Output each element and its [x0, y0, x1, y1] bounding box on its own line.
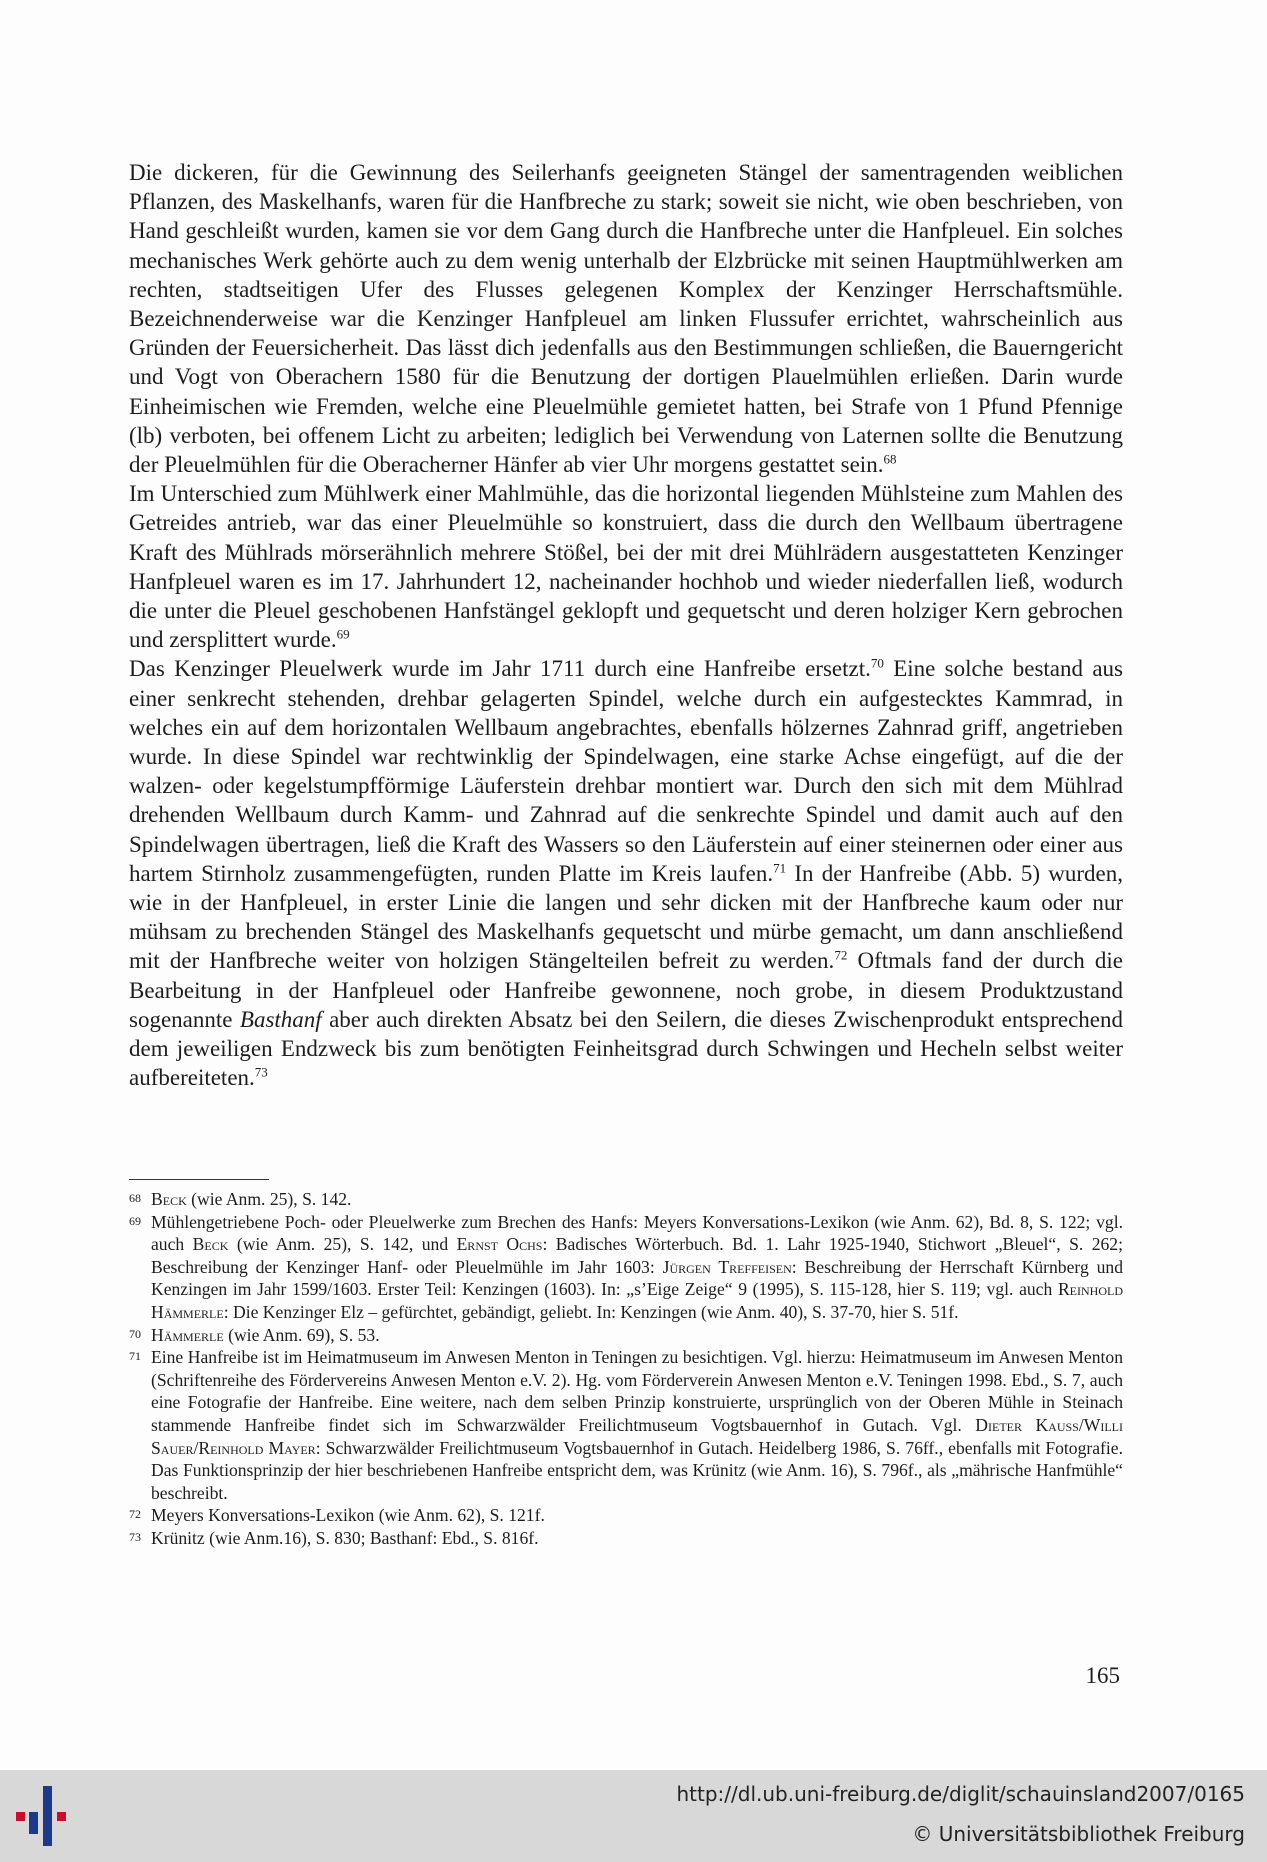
footnote-ref[interactable]: 68 [883, 451, 897, 467]
footnote-ref[interactable]: 70 [870, 655, 884, 671]
paragraph-text: aber auch direkten Absatz bei den Seilern, die dieses Zwischenprodukt entsprechend dem jeweiligen Endzweck bis zum benötigten Feinheitsgrad durch Schwingen und Hecheln selbst weiter aufbereiteten. [129, 1006, 1124, 1091]
footnote-text: : Schwarzwälder Freilichtmuseum Vogtsbauernhof in Gutach. Heidelberg 1986, S. 76ff., ebenfalls mit Fotografie. Das Funktionsprinzip der hier beschriebenen Hanfreibe entspricht dem, was Krünitz (wie Anm. 16), S. 796f., als „mährische Hanfmühle“ beschreibt. [151, 1437, 1123, 1503]
page-number: 165 [1085, 1663, 1120, 1688]
paragraph-text: Das Kenzinger Pleuelwerk wurde im Jahr 1711 durch eine Hanfreibe ersetzt. [129, 656, 871, 682]
ub-freiburg-logo-icon [16, 1786, 80, 1846]
footnote-ref[interactable]: 69 [336, 626, 350, 642]
footnote-ref[interactable]: 73 [254, 1064, 268, 1080]
paragraph [129, 654, 1123, 1092]
italic-term: Basthanf [239, 1006, 322, 1032]
paragraph-text: Oftmals fand der durch die Bearbeitung in der Hanfpleuel oder Hanfreibe gewonnene, noch grobe, in diesem Produktzustand sogenannte [129, 948, 1124, 1032]
footnote-text: : Die Kenzinger Elz – gefürchtet, gebändigt, geliebt. In: Kenzingen (wie Anm. 40), S. 37-70, hier S. 51f. [223, 1301, 959, 1322]
footnote-ref[interactable]: 72 [834, 947, 848, 963]
footnote-72 [129, 1504, 1123, 1527]
footnote-text: (wie Anm. 69), S. 53. [223, 1324, 380, 1345]
footnotes [129, 1188, 1123, 1550]
footnote-73 [129, 1527, 1123, 1550]
footnote-text: (wie Anm. 25), S. 142, und [228, 1234, 457, 1255]
footnote-number: 72 [129, 1507, 141, 1522]
footnote-number: 71 [129, 1349, 141, 1364]
footnote-number: 70 [129, 1326, 141, 1341]
paragraph-text: Im Unterschied zum Mühlwerk einer Mahlmühle, das die horizontal liegenden Mühlsteine zum Mahlen des Getreides antrieb, war das einer Pleuelmühle so konstruiert, dass die durch den Wellbaum übertragene Kraft des Mühlrads mörserähnlich mehrere Stößel, bei der mit drei Mühlrädern ausgestatteten Kenzinger Hanfpleuel waren es im 17. Jahrhundert 12, nacheinander hochhob und wieder niederfallen ließ, wodurch die unter die Pleuel geschobenen Hanfstängel geklopft und gequetscht und deren holziger Kern gebrochen und zersplittert wurde. [129, 481, 1123, 653]
footnote-71 [129, 1346, 1123, 1504]
footnote-68 [129, 1188, 1123, 1211]
footnote-number: 68 [129, 1191, 141, 1205]
author-name: Hämmerle [151, 1324, 224, 1345]
paragraph [129, 158, 1123, 479]
footer-bar [0, 1770, 1267, 1862]
author-name: Beck [192, 1234, 229, 1255]
body-text [129, 158, 1123, 1093]
paragraph-text: In der Hanfreibe (Abb. 5) wurden, wie in der Hanfpleuel, in erster Linie die langen und sehr dicken mit der Hanfbreche kaum oder nur mühsam zu brechenden Stängel des Maskelhanfs gequetscht und mürbe gemacht, um dann anschließend mit der Hanfbreche weiter von holzigen Stängelteilen befreit zu werden. [129, 860, 1123, 974]
footnote-text: : Beschreibung der Herrschaft Kürnberg und Kenzingen im Jahr 1599/1603. Erster Teil: Kenzingen (1603). In: „s’Eige Zeige“ 9 (1995), S. 115-128, hier S. 119; vgl. auch [151, 1256, 1124, 1300]
author-name: Jürgen Treffeisen [662, 1256, 792, 1277]
footer-url-link[interactable]: http://dl.ub.uni-freiburg.de/diglit/schauinsland2007/0165 [676, 1782, 1245, 1806]
footnote-number: 69 [129, 1213, 141, 1228]
footer-copyright: © Universitätsbibliothek Freiburg [912, 1822, 1245, 1846]
footnote-separator [129, 1179, 269, 1180]
footnote-text: (wie Anm. 25), S. 142. [186, 1189, 352, 1209]
footnote-text: Meyers Konversations-Lexikon (wie Anm. 62), S. 121f. [151, 1505, 545, 1526]
author-name: Reinhold Hämmerle [151, 1279, 1123, 1322]
footnote-text: : Badisches Wörterbuch. Bd. 1. Lahr 1925-1940, Stichwort „Bleuel“, S. 262; Beschreibung der Kenzinger Hanf- oder Pleuelmühle im Jahr 1603: [151, 1234, 1123, 1277]
paragraph-text: Eine solche bestand aus einer senkrecht stehenden, drehbar gelagerten Spindel, welche durch ein aufgestecktes Kammrad, in welches ein auf dem horizontalen Wellbaum angebrachtes, ebenfalls hölzernes Zahnrad griff, angetrieben wurde. In diese Spindel war rechtwinklig der Spindelwagen, eine starke Achse eingefügt, auf die der walzen- oder kegelstumpfförmige Läuferstein drehbar montiert war. Durch den sich mit dem Mühlrad drehenden Wellbaum durch Kamm- und Zahnrad auf die senkrechte Spindel und damit auch auf den Spindelwagen übertragen, ließ die Kraft des Wassers so den Läuferstein auf einer steinernen oder einer aus hartem Stirnholz zusammengefügten, runden Platte im Kreis laufen. [129, 656, 1123, 886]
author-name: Beck [151, 1189, 187, 1209]
footnote-70 [129, 1324, 1123, 1347]
author-name: Ernst Ochs [456, 1234, 543, 1255]
author-name: Dieter Kauß/Willi Sauer/Reinhold Mayer [151, 1414, 1123, 1458]
paragraph [129, 479, 1123, 654]
footnote-text: Eine Hanfreibe ist im Heimatmuseum im Anwesen Menton in Teningen zu besichtigen. Vgl. hierzu: Heimatmuseum im Anwesen Menton (Schriftenreihe des Fördervereins Anwesen Menton e.V. 2). Hg. vom Förderverein Anwesen Menton e.V. Teningen 1998. Ebd., S. 7, auch eine Fotografie der Hanfreibe. Eine weitere, nach dem selben Prinzip konstruierte, ursprünglich von der Oberen Mühle in Steinach stammende Hanfreibe findet sich im Schwarzwälder Freilichtmuseum Vogtsbauernhof in Gutach. Vgl. [151, 1347, 1123, 1435]
footnote-text: Mühlengetriebene Poch- oder Pleuelwerke zum Brechen des Hanfs: Meyers Konversations-Lexikon (wie Anm. 62), Bd. 8, S. 122; vgl. auch [151, 1211, 1123, 1255]
footnote-text: Krünitz (wie Anm.16), S. 830; Basthanf: Ebd., S. 816f. [151, 1527, 539, 1548]
footnote-69 [129, 1211, 1123, 1324]
footnote-number: 73 [129, 1529, 141, 1544]
footnote-ref[interactable]: 71 [773, 860, 787, 876]
paragraph-text: Die dickeren, für die Gewinnung des Seilerhanfs geeigneten Stängel der samentragenden weiblichen Pflanzen, des Maskelhanfs, waren für die Hanfbreche zu stark; soweit sie nicht, wie oben beschrieben, von Hand geschleißt wurden, kamen sie vor dem Gang durch die Hanfbreche unter die Hanfpleuel. Ein solches mechanisches Werk gehörte auch zu dem wenig unterhalb der Elzbrücke mit seinen Hauptmühlwerken am rechten, stadtseitigen Ufer des Flusses gelegenen Komplex der Kenzinger Herrschaftsmühle. Bezeichnenderweise war die Kenzinger Hanfpleuel am linken Flussufer errichtet, wahrscheinlich aus Gründen der Feuersicherheit. Das lässt dich jedenfalls aus den Bestimmungen schließen, die Bauerngericht und Vogt von Oberachern 1580 für die Benutzung der dortigen Plauelmühlen erließen. Darin wurde Einheimischen wie Fremden, welche eine Pleuelmühle gemietet hatten, bei Strafe von 1 Pfund Pfennige (lb) verboten, bei offenem Licht zu arbeiten; lediglich bei Verwendung von Laternen sollte die Benutzung der Pleuelmühlen für die Oberacherner Hänfer ab vier Uhr morgens gestattet sein. [129, 160, 1123, 478]
